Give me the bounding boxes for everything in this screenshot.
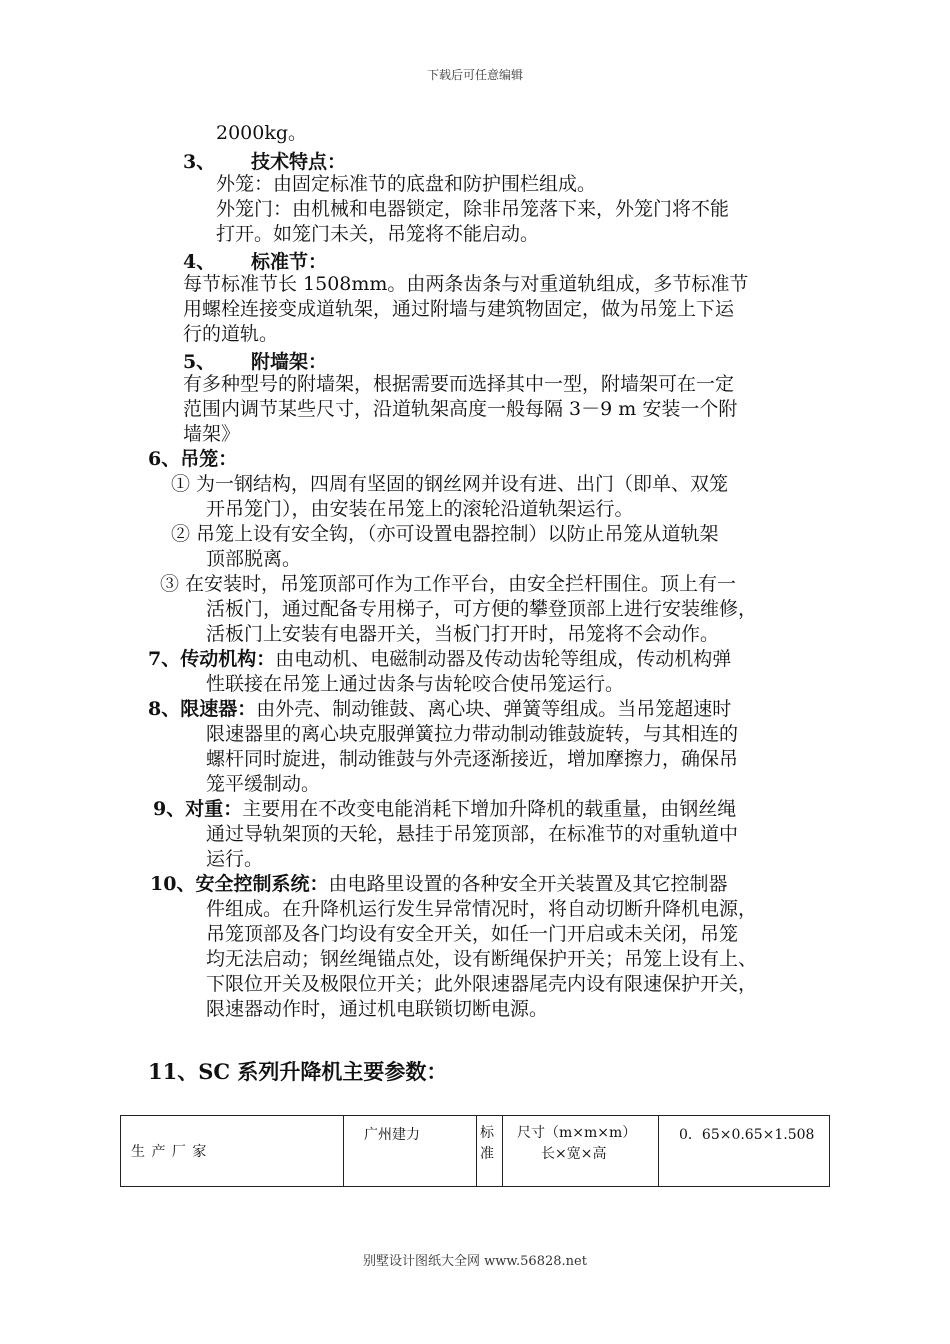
text-line: 件组成。在升降机运行发生异常情况时，将自动切断升降机电源， [206, 898, 758, 920]
text-line: ① 为一钢结构，四周有坚固的钢丝网并设有进、出门（即单、双笼 [171, 473, 729, 495]
table-cell [659, 1116, 830, 1187]
text-line: 开吊笼门），由安装在吊笼上的滚轮沿道轨架运行。 [206, 498, 634, 520]
text-line: ② 吊笼上设有安全钩，（亦可设置电器控制）以防止吊笼从道轨架 [171, 523, 719, 545]
section-10 [150, 872, 727, 897]
text-line: 下限位开关及极限位开关；此外限速器尾壳内设有限速保护开关， [206, 973, 758, 995]
text-line: ③ 在安装时，吊笼顶部可作为工作平台，由安全拦杆围住。顶上有一 [160, 573, 737, 595]
section-8 [148, 697, 731, 722]
section-title: 技术特点： [251, 151, 347, 173]
table-cell [503, 1116, 659, 1187]
text-line: 由外壳、制动锥鼓、离心块、弹簧等组成。当吊笼超速时 [256, 698, 732, 720]
text-line: 范围内调节某些尺寸，沿道轨架高度一般每隔 3－9 m 安装一个附 [183, 398, 738, 420]
text-line: 顶部脱离。 [206, 548, 302, 570]
section-6-heading: 6、吊笼： [148, 448, 238, 470]
text-line: 打开。如笼门未关，吊笼将不能启动。 [216, 223, 540, 245]
text-line: 外笼门：由机械和电器锁定，除非吊笼落下来，外笼门将不能 [216, 198, 730, 220]
size-label [503, 1116, 658, 1165]
section-5-heading [183, 347, 328, 374]
text-line: 通过导轨架顶的天轮，悬挂于吊笼顶部，在标准节的对重轨道中 [206, 823, 739, 845]
standard-label [477, 1116, 502, 1165]
manufacturer-value: 广州建力 [364, 1127, 420, 1143]
text-line: 有多种型号的附墙架，根据需要而选择其中一型，附墙架可在一定 [183, 373, 735, 395]
section-11-heading: 11、SC 系列升降机主要参数： [148, 1059, 448, 1084]
text-line: 行的道轨。 [183, 323, 279, 345]
section-title: 附墙架： [251, 351, 328, 373]
standard-label-line: 标 [480, 1125, 494, 1141]
page-header: 下载后可任意编辑 [426, 68, 523, 82]
size-label-line: 尺寸（m×m×m） [517, 1125, 637, 1141]
text-line: 限速器里的离心块克服弹簧拉力带动制动锥鼓旋转，与其相连的 [206, 723, 739, 745]
size-value: 0．65×0.65×1.508 [679, 1127, 815, 1143]
section-number: 4、 [183, 251, 216, 273]
text-line: 均无法启动；钢丝绳锚点处，设有断绳保护开关；吊笼上设有上、 [206, 948, 758, 970]
text-line: 活板门，通过配备专用梯子，可方便的攀登顶部上进行安装维修， [206, 598, 758, 620]
text-line: 限速器动作时，通过机电联锁切断电源。 [206, 998, 549, 1020]
text-line: 用螺栓连接变成道轨架，通过附墙与建筑物固定，做为吊笼上下运 [183, 298, 735, 320]
text-line: 活板门上安装有电器开关，当板门打开时，吊笼将不会动作。 [206, 623, 720, 645]
text-line: 2000kg。 [216, 122, 308, 144]
section-title: 标准节： [251, 251, 328, 273]
text-line: 由电路里设置的各种安全开关装置及其它控制器 [328, 873, 728, 895]
table-cell [121, 1116, 344, 1187]
parameters-table [120, 1115, 830, 1187]
section-number: 5、 [183, 351, 216, 373]
text-line: 每节标准节长 1508mm。由两条齿条与对重道轨组成，多节标准节 [183, 273, 749, 295]
text-line: 螺杆同时旋进，制动锥鼓与外壳逐渐接近，增加摩擦力，确保吊 [206, 748, 739, 770]
section-title: 9、对重： [153, 798, 243, 820]
table-row [121, 1116, 830, 1187]
section-7 [148, 647, 731, 672]
text-line: 外笼：由固定标准节的底盘和防护围栏组成。 [216, 173, 597, 195]
text-line: 由电动机、电磁制动器及传动齿轮等组成，传动机构弹 [275, 648, 732, 670]
size-label-line: 长×宽×高 [541, 1146, 607, 1162]
standard-label-line: 准 [480, 1146, 494, 1162]
text-line: 性联接在吊笼上通过齿条与齿轮咬合使吊笼运行。 [206, 673, 625, 695]
section-title: 7、传动机构： [148, 648, 276, 670]
text-line: 吊笼顶部及各门均设有安全开关，如任一门开启或未关闭，吊笼 [206, 923, 739, 945]
text-line: 运行。 [206, 848, 264, 870]
section-3-heading [183, 147, 347, 174]
table-cell [477, 1116, 503, 1187]
text-line: 主要用在不改变电能消耗下增加升降机的载重量，由钢丝绳 [242, 798, 737, 820]
section-4-heading [183, 247, 328, 274]
page-footer: 别墅设计图纸大全网 www.56828.net [363, 1254, 587, 1269]
manufacturer-label: 生 产 厂 家 [131, 1144, 208, 1160]
section-number: 3、 [183, 151, 216, 173]
section-title: 10、安全控制系统： [150, 873, 329, 895]
text-line: 笼平缓制动。 [206, 773, 321, 795]
section-title: 8、限速器： [148, 698, 257, 720]
section-9 [153, 797, 736, 822]
text-line: 墙架》 [183, 423, 241, 445]
table-cell [344, 1116, 477, 1187]
